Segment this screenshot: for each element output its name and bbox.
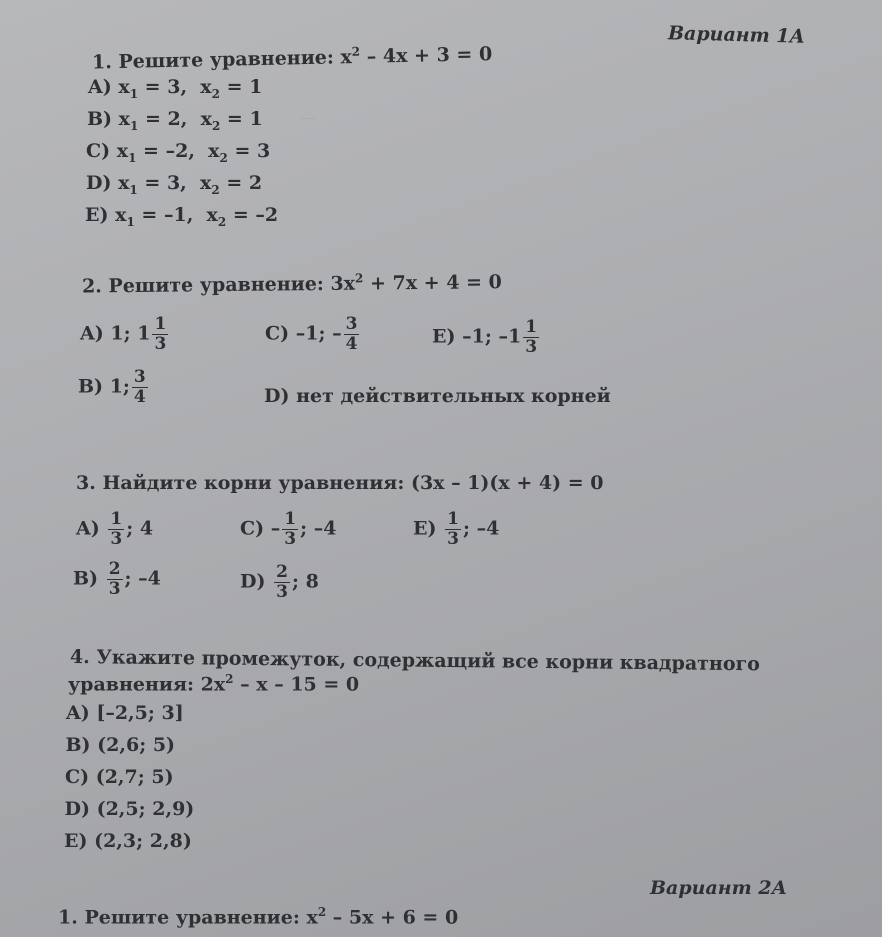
q4-option: A) [–2,5; 3] — [66, 702, 184, 724]
q2-option-a: A) 1; 1 $\frac{1}{3}$ — [80, 314, 167, 354]
q3-option-d: D) $\frac{2}{3}$ ; 8 — [240, 562, 319, 602]
q1-option: D) $x_1 = 3$, $x_2 = 2$ — [86, 172, 263, 197]
q2-option-b: B) 1; $\frac{3}{4}$ — [78, 367, 146, 407]
question-1: 1. Решите уравнение: $x^2 - 4x + 3 = 0$ — [91, 43, 493, 74]
q3-option-a: A) $\frac{1}{3}$ ; 4 — [76, 509, 154, 549]
q4-option: C) (2,7; 5) — [65, 766, 174, 788]
question-2: 2. Решите уравнение: $3x^2 + 7x + 4 = 0$ — [81, 271, 502, 298]
q1-option: A) $x_1 = 3$, $x_2 = 1$ — [88, 76, 263, 101]
q2-option-e: E) –1; –1 $\frac{1}{3}$ — [432, 317, 538, 357]
question-3: 3. Найдите корни уравнения: (3x – 1)(x + 4) = 0 — [76, 472, 604, 494]
question-4-line-2: уравнения: $2x^2 - x - 15 = 0$ — [68, 672, 360, 696]
question-4-line-1: 4. Укажите промежуток, содержащий все корни квадратного — [69, 646, 760, 676]
variant-2-title: Вариант 2А — [650, 877, 788, 899]
q3-option-e: E) $\frac{1}{3}$ ; –4 — [413, 509, 500, 549]
next-question-1: 1. Решите уравнение: $x^2 - 5x + 6 = 0$ — [58, 905, 459, 929]
q4-option: B) (2,6; 5) — [65, 734, 176, 756]
q3-option-c: C) – $\frac{1}{3}$ ; –4 — [240, 509, 337, 549]
bleed-through-text: — — [299, 109, 316, 127]
q2-option-c: C) –1; – $\frac{3}{4}$ — [265, 314, 358, 354]
q1-option: C) $x_1 = -2$, $x_2 = 3$ — [86, 140, 271, 165]
q3-option-b: B) $\frac{2}{3}$ ; –4 — [73, 559, 161, 599]
q1-option: B) $x_1 = 2$, $x_2 = 1$ — [87, 108, 263, 133]
q1-option: E) $x_1 = -1$, $x_2 = -2$ — [85, 204, 279, 229]
q4-option: D) (2,5; 2,9) — [64, 798, 195, 820]
q2-option-d: D) нет действительных корней — [264, 385, 611, 407]
variant-1-title: Вариант 1А — [667, 22, 806, 48]
q4-option: E) (2,3; 2,8) — [64, 830, 192, 852]
